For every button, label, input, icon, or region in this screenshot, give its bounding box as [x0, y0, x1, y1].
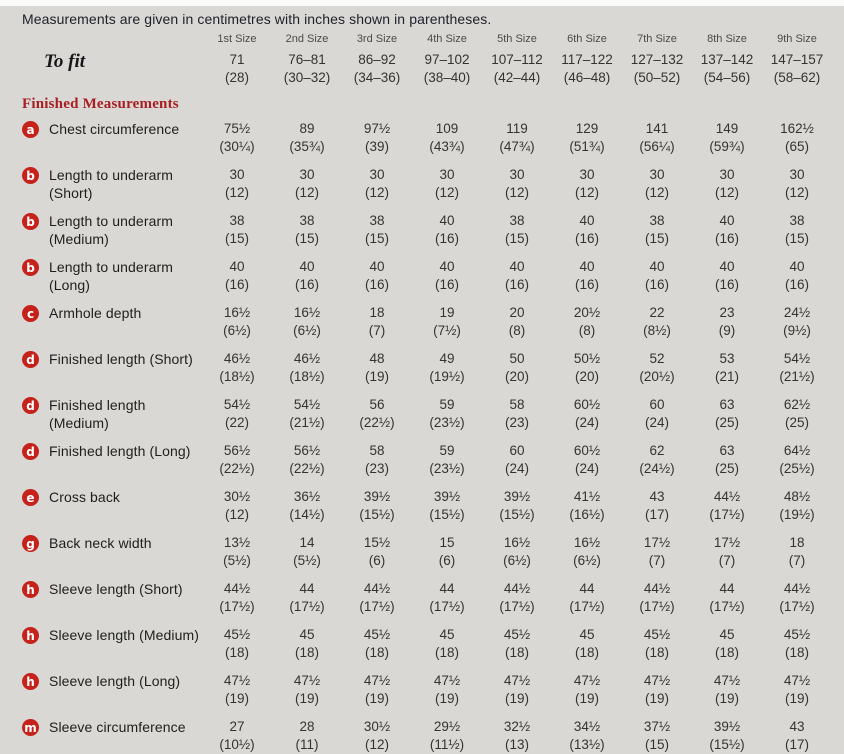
row-label: Length to underarm (Short): [49, 167, 173, 201]
row-badge: h: [22, 581, 39, 598]
measurement-value: 44½ (17½): [219, 581, 255, 614]
measurement-value: 30 (12): [714, 167, 739, 200]
measurement-value: 20 (8): [508, 305, 526, 338]
measurement-value: 24½ (9½): [783, 305, 811, 338]
measurement-value: 119 (47¾): [499, 121, 535, 154]
measurement-value: 53 (21): [714, 351, 739, 384]
measurement-value: 149 (59¾): [709, 121, 745, 154]
measurement-value: 40 (16): [434, 259, 459, 292]
measurement-value: 44½ (17½): [359, 581, 395, 614]
measurement-value: 44½ (17½): [709, 489, 745, 522]
row-label-cell: [20, 580, 202, 598]
measurement-row: [20, 120, 832, 156]
row-label-cell: [20, 120, 202, 138]
row-label: Armhole depth: [49, 305, 142, 321]
measurement-value: 30 (12): [224, 167, 249, 200]
measurement-value: 45½ (18): [783, 627, 811, 660]
measurement-value: 36½ (14½): [289, 489, 325, 522]
size-header-label: 8th Size: [707, 33, 747, 45]
measurement-row: [20, 350, 832, 386]
row-label: Chest circumference: [49, 121, 180, 137]
measurement-value: 30 (12): [434, 167, 459, 200]
measurement-value: 30½ (12): [363, 719, 391, 752]
measurement-value: 45½ (18): [223, 627, 251, 660]
measurement-value: 89 (35¾): [289, 121, 325, 154]
measurement-value: 59 (23½): [429, 397, 465, 430]
measurement-value: 30½ (12): [223, 489, 251, 522]
measurement-value: 62 (24½): [639, 443, 675, 476]
measurement-value: 27 (10½): [219, 719, 255, 752]
to-fit-value: 147–157 (58–62): [770, 52, 824, 85]
measurement-value: 38 (15): [504, 213, 529, 246]
measurement-value: 47½ (19): [293, 673, 321, 706]
row-label-cell: [20, 626, 202, 644]
measurement-value: 45½ (18): [503, 627, 531, 660]
measurement-value: 30 (12): [644, 167, 669, 200]
row-label-cell: [20, 258, 202, 294]
measurement-note: Measurements are given in centimetres with inches shown in parentheses.: [22, 11, 492, 27]
measurement-value: 40 (16): [224, 259, 249, 292]
row-badge: b: [22, 259, 39, 276]
row-label-cell: [20, 396, 202, 432]
row-badge: m: [22, 719, 39, 736]
measurement-value: 40 (16): [504, 259, 529, 292]
measurement-value: 43 (17): [644, 489, 669, 522]
size-chart-page: [0, 11, 844, 754]
row-label: Finished length (Short): [49, 351, 193, 367]
measurement-row: [20, 212, 832, 248]
measurement-value: 44 (17½): [289, 581, 325, 614]
measurement-value: 18 (7): [368, 305, 386, 338]
measurement-value: 50 (20): [504, 351, 529, 384]
measurement-value: 39½ (15½): [429, 489, 465, 522]
to-fit-value: 107–112 (42–44): [491, 52, 543, 85]
size-header-label: 4th Size: [427, 33, 467, 45]
row-badge: e: [22, 489, 39, 506]
measurement-value: 44½ (17½): [639, 581, 675, 614]
measurement-value: 47½ (19): [643, 673, 671, 706]
measurement-value: 60½ (24): [573, 443, 601, 476]
measurement-value: 47½ (19): [573, 673, 601, 706]
measurement-row: [20, 396, 832, 432]
measurement-value: 44 (17½): [709, 581, 745, 614]
measurement-value: 32½ (13): [503, 719, 531, 752]
measurement-value: 30 (12): [574, 167, 599, 200]
row-label: Cross back: [49, 489, 121, 505]
to-fit-label: To fit: [44, 51, 85, 72]
measurement-value: 38 (15): [294, 213, 319, 246]
measurement-row: [20, 442, 832, 478]
measurement-value: 40 (16): [574, 213, 599, 246]
measurement-value: 60 (24): [644, 397, 669, 430]
measurement-value: 15½ (6): [363, 535, 391, 568]
measurement-value: 40 (16): [434, 213, 459, 246]
measurement-value: 16½ (6½): [223, 305, 251, 338]
measurement-value: 13½ (5½): [223, 535, 251, 568]
measurement-value: 15 (6): [438, 535, 456, 568]
size-header-label: 6th Size: [567, 33, 607, 45]
measurement-value: 38 (15): [784, 213, 809, 246]
measurement-value: 30 (12): [504, 167, 529, 200]
measurement-value: 44½ (17½): [779, 581, 815, 614]
row-badge: d: [22, 443, 39, 460]
row-label-cell: [20, 166, 202, 202]
measurement-value: 56½ (22½): [219, 443, 255, 476]
measurement-value: 22 (8½): [643, 305, 671, 338]
measurement-value: 45 (18): [294, 627, 319, 660]
measurement-value: 47½ (19): [783, 673, 811, 706]
to-fit-value: 71 (28): [224, 52, 249, 85]
measurement-value: 109 (43¾): [429, 121, 465, 154]
measurement-value: 162½ (65): [780, 121, 814, 154]
measurement-value: 63 (25): [714, 397, 739, 430]
measurement-value: 97½ (39): [363, 121, 391, 154]
row-badge: g: [22, 535, 39, 552]
to-fit-value: 137–142 (54–56): [700, 52, 754, 85]
row-badge: d: [22, 397, 39, 414]
measurement-row: [20, 626, 832, 662]
measurement-value: 16½ (6½): [293, 305, 321, 338]
measurement-value: 30 (12): [784, 167, 809, 200]
measurement-value: 17½ (7): [713, 535, 741, 568]
to-fit-row: [20, 51, 832, 87]
measurement-row: [20, 166, 832, 202]
measurement-value: 45½ (18): [363, 627, 391, 660]
row-badge: a: [22, 121, 39, 138]
size-header-label: 7th Size: [637, 33, 677, 45]
measurement-value: 64½ (25½): [779, 443, 815, 476]
row-label: Length to underarm (Medium): [49, 213, 173, 247]
measurement-value: 40 (16): [574, 259, 599, 292]
measurement-value: 47½ (19): [223, 673, 251, 706]
measurement-value: 63 (25): [714, 443, 739, 476]
row-badge: h: [22, 627, 39, 644]
size-header-label: 2nd Size: [285, 33, 329, 45]
measurement-value: 34½ (13½): [569, 719, 605, 752]
measurement-value: 52 (20½): [639, 351, 675, 384]
measurement-value: 43 (17): [784, 719, 809, 752]
to-fit-value: 117–122 (46–48): [561, 52, 613, 85]
to-fit-value: 76–81 (30–32): [283, 52, 331, 85]
measurement-row: [20, 718, 832, 754]
measurement-value: 30 (12): [294, 167, 319, 200]
row-label-cell: [20, 212, 202, 248]
measurement-value: 54½ (21½): [779, 351, 815, 384]
measurement-value: 44½ (17½): [499, 581, 535, 614]
measurement-row: [20, 672, 832, 708]
to-fit-value: 86–92 (34–36): [353, 52, 401, 85]
measurement-value: 75½ (30¼): [219, 121, 255, 154]
measurement-value: 44 (17½): [429, 581, 465, 614]
measurement-value: 54½ (21½): [289, 397, 325, 430]
measurement-value: 49 (19½): [429, 351, 465, 384]
measurement-value: 59 (23½): [429, 443, 465, 476]
measurement-value: 58 (23): [504, 397, 529, 430]
row-label: Sleeve length (Short): [49, 581, 183, 597]
measurement-value: 23 (9): [718, 305, 736, 338]
measurement-value: 129 (51¾): [569, 121, 605, 154]
measurement-row: [20, 580, 832, 616]
measurement-value: 30 (12): [364, 167, 389, 200]
row-label-cell: [20, 672, 202, 690]
measurement-value: 40 (16): [714, 213, 739, 246]
measurement-value: 18 (7): [788, 535, 806, 568]
row-label: Sleeve circumference: [49, 719, 186, 735]
row-label-cell: [20, 488, 202, 506]
measurement-value: 14 (5½): [293, 535, 321, 568]
measurement-value: 54½ (22): [223, 397, 251, 430]
measurement-value: 39½ (15½): [359, 489, 395, 522]
measurement-row: [20, 258, 832, 294]
measurement-value: 40 (16): [294, 259, 319, 292]
measurement-value: 29½ (11½): [429, 719, 465, 752]
measurement-row: [20, 488, 832, 524]
measurement-row: [20, 534, 832, 570]
measurement-row: [20, 304, 832, 340]
row-label-cell: [20, 350, 202, 368]
row-label-cell: [20, 304, 202, 322]
measurement-value: 45½ (18): [643, 627, 671, 660]
measurement-value: 40 (16): [714, 259, 739, 292]
measurement-value: 45 (18): [574, 627, 599, 660]
to-fit-value: 127–132 (50–52): [630, 52, 684, 85]
measurement-value: 47½ (19): [503, 673, 531, 706]
size-header-label: 3rd Size: [356, 33, 398, 45]
measurement-value: 60½ (24): [573, 397, 601, 430]
measurement-value: 39½ (15½): [709, 719, 745, 752]
row-label: Finished length (Long): [49, 443, 191, 459]
measurement-value: 40 (16): [784, 259, 809, 292]
measurement-value: 28 (11): [295, 719, 319, 752]
row-badge: c: [22, 305, 39, 322]
measurement-value: 40 (16): [364, 259, 389, 292]
measurement-value: 19 (7½): [433, 305, 461, 338]
to-fit-value: 97–102 (38–40): [423, 52, 471, 85]
measurement-value: 58 (23): [364, 443, 389, 476]
measurement-rows: [20, 120, 832, 754]
measurement-value: 37½ (15): [643, 719, 671, 752]
measurement-value: 60 (24): [504, 443, 529, 476]
measurement-value: 47½ (19): [433, 673, 461, 706]
measurement-value: 45 (18): [714, 627, 739, 660]
measurement-value: 141 (56¼): [639, 121, 675, 154]
measurement-value: 56 (22½): [359, 397, 395, 430]
measurement-value: 20½ (8): [573, 305, 601, 338]
top-strip: [0, 0, 844, 6]
measurement-value: 38 (15): [364, 213, 389, 246]
row-label-cell: [20, 442, 202, 460]
row-badge: h: [22, 673, 39, 690]
size-header-label: 5th Size: [497, 33, 537, 45]
size-header-row: [20, 31, 832, 45]
row-label-cell: [20, 718, 202, 736]
measurement-value: 40 (16): [644, 259, 669, 292]
size-header-label: 9th Size: [777, 33, 817, 45]
measurement-value: 47½ (19): [713, 673, 741, 706]
measurement-value: 39½ (15½): [499, 489, 535, 522]
row-label: Length to underarm (Long): [49, 259, 173, 293]
measurement-value: 46½ (18½): [289, 351, 325, 384]
measurement-value: 48½ (19½): [779, 489, 815, 522]
measurement-value: 62½ (25): [783, 397, 811, 430]
measurement-value: 38 (15): [224, 213, 249, 246]
row-badge: b: [22, 167, 39, 184]
measurement-value: 47½ (19): [363, 673, 391, 706]
row-label-cell: [20, 534, 202, 552]
row-label: Sleeve length (Medium): [49, 627, 200, 643]
row-label: Sleeve length (Long): [49, 673, 181, 689]
measurement-value: 16½ (6½): [503, 535, 531, 568]
measurement-value: 50½ (20): [573, 351, 601, 384]
row-badge: d: [22, 351, 39, 368]
row-badge: b: [22, 213, 39, 230]
measurement-value: 16½ (6½): [573, 535, 601, 568]
row-label: Back neck width: [49, 535, 152, 551]
measurement-value: 38 (15): [644, 213, 669, 246]
measurement-value: 17½ (7): [643, 535, 671, 568]
measurement-value: 46½ (18½): [219, 351, 255, 384]
measurement-value: 45 (18): [434, 627, 459, 660]
measurement-value: 41½ (16½): [569, 489, 605, 522]
measurement-value: 48 (19): [364, 351, 389, 384]
row-label: Finished length (Medium): [49, 397, 146, 431]
size-header-label: 1st Size: [217, 33, 257, 45]
section-heading: Finished Measurements: [22, 96, 179, 112]
measurement-value: 56½ (22½): [289, 443, 325, 476]
measurement-value: 44 (17½): [569, 581, 605, 614]
